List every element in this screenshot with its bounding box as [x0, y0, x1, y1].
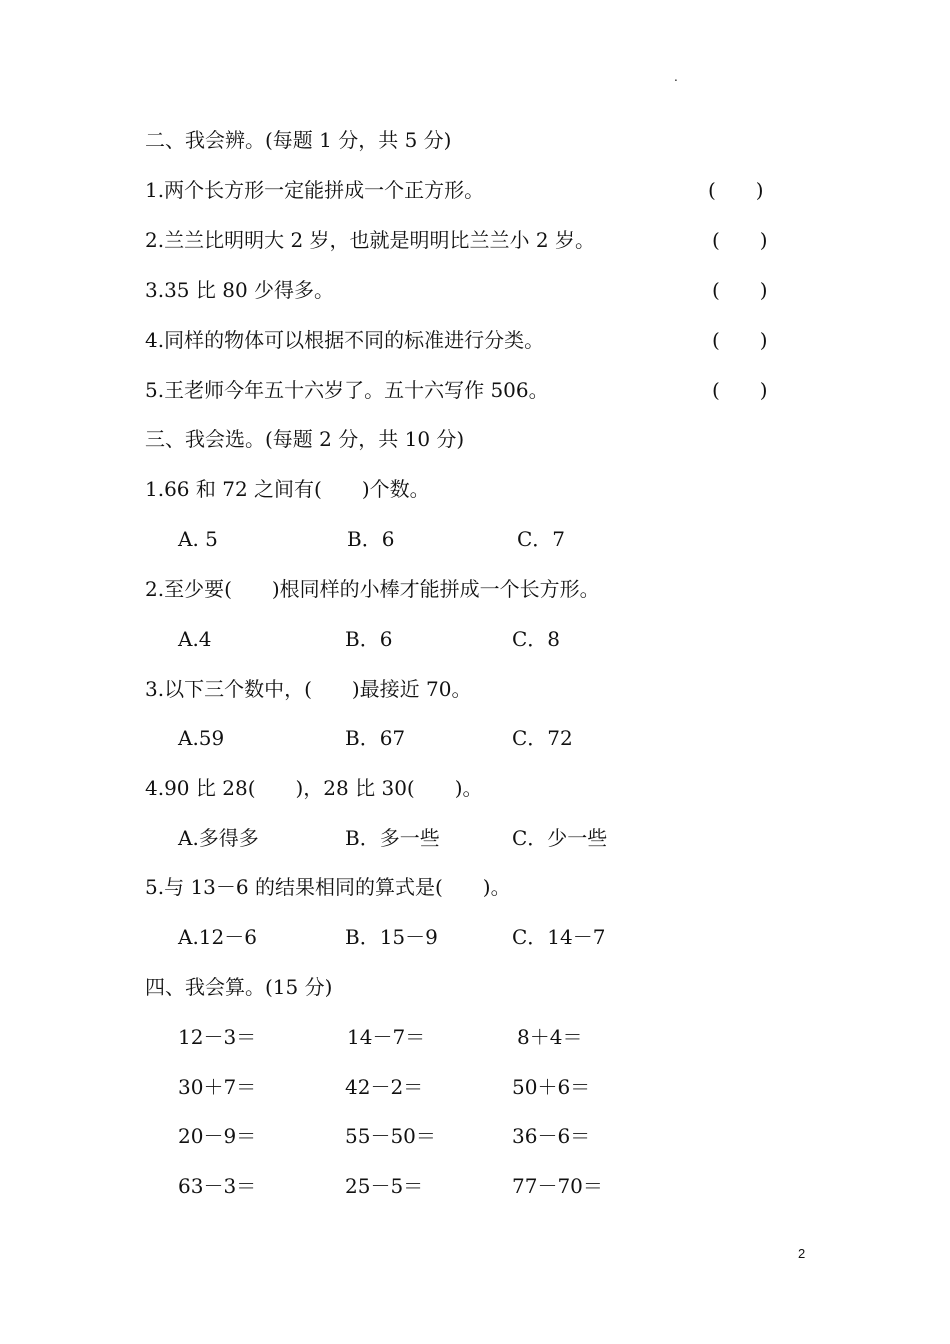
calc-r1-c2: 14－7＝ [347, 1025, 426, 1049]
choice-4-option-b[interactable]: B．多一些 [345, 826, 440, 850]
choice-5-option-b[interactable]: B．15－9 [345, 925, 438, 949]
calc-r3-c1: 20－9＝ [178, 1124, 257, 1148]
judge-item-1: 1.两个长方形一定能拼成一个正方形。 [145, 178, 485, 202]
calc-r3-c2: 55－50＝ [345, 1124, 436, 1148]
choice-question-2: 2.至少要( )根同样的小棒才能拼成一个长方形。 [145, 577, 600, 601]
section3-title: 三、我会选。(每题 2 分，共 10 分) [145, 427, 465, 451]
judge-answer-2[interactable]: ( ) [712, 228, 768, 252]
calc-r2-c2: 42－2＝ [345, 1075, 424, 1099]
judge-answer-1[interactable]: ( ) [708, 178, 764, 202]
judge-answer-5[interactable]: ( ) [712, 378, 768, 402]
top-mark: . [674, 70, 678, 84]
choice-5-option-c[interactable]: C．14－7 [512, 925, 606, 949]
choice-1-option-b[interactable]: B．6 [347, 527, 395, 551]
choice-3-option-b[interactable]: B．67 [345, 726, 406, 750]
choice-5-option-a[interactable]: A.12－6 [178, 925, 257, 949]
judge-answer-3[interactable]: ( ) [712, 278, 768, 302]
choice-1-option-c[interactable]: C．7 [517, 527, 566, 551]
choice-2-option-a[interactable]: A.4 [178, 627, 212, 651]
choice-2-option-c[interactable]: C．8 [512, 627, 561, 651]
judge-item-2: 2.兰兰比明明大 2 岁，也就是明明比兰兰小 2 岁。 [145, 228, 595, 252]
judge-item-3: 3.35 比 80 少得多。 [145, 278, 335, 302]
calc-r2-c1: 30＋7＝ [178, 1075, 257, 1099]
calc-r1-c3: 8＋4＝ [517, 1025, 583, 1049]
judge-item-4: 4.同样的物体可以根据不同的标准进行分类。 [145, 328, 545, 352]
judge-item-5: 5.王老师今年五十六岁了。五十六写作 506。 [145, 378, 549, 402]
choice-4-option-a[interactable]: A.多得多 [178, 826, 259, 850]
calc-r4-c2: 25－5＝ [345, 1174, 424, 1198]
calc-r2-c3: 50＋6＝ [512, 1075, 591, 1099]
choice-3-option-c[interactable]: C．72 [512, 726, 573, 750]
calc-r3-c3: 36－6＝ [512, 1124, 591, 1148]
section2-title: 二、我会辨。(每题 1 分，共 5 分) [145, 128, 452, 152]
choice-2-option-b[interactable]: B．6 [345, 627, 393, 651]
calc-r4-c3: 77－70＝ [512, 1174, 603, 1198]
choice-question-1: 1.66 和 72 之间有( )个数。 [145, 477, 430, 501]
section4-title: 四、我会算。(15 分) [145, 975, 333, 999]
choice-4-option-c[interactable]: C．少一些 [512, 826, 608, 850]
choice-3-option-a[interactable]: A.59 [178, 726, 225, 750]
page-number: 2 [798, 1246, 806, 1261]
calc-r4-c1: 63－3＝ [178, 1174, 257, 1198]
judge-answer-4[interactable]: ( ) [712, 328, 768, 352]
choice-1-option-a[interactable]: A. 5 [178, 527, 218, 551]
choice-question-5: 5.与 13－6 的结果相同的算式是( )。 [145, 875, 511, 899]
calc-r1-c1: 12－3＝ [178, 1025, 257, 1049]
choice-question-4: 4.90 比 28( )，28 比 30( )。 [145, 776, 483, 800]
choice-question-3: 3.以下三个数中，( )最接近 70。 [145, 677, 472, 701]
